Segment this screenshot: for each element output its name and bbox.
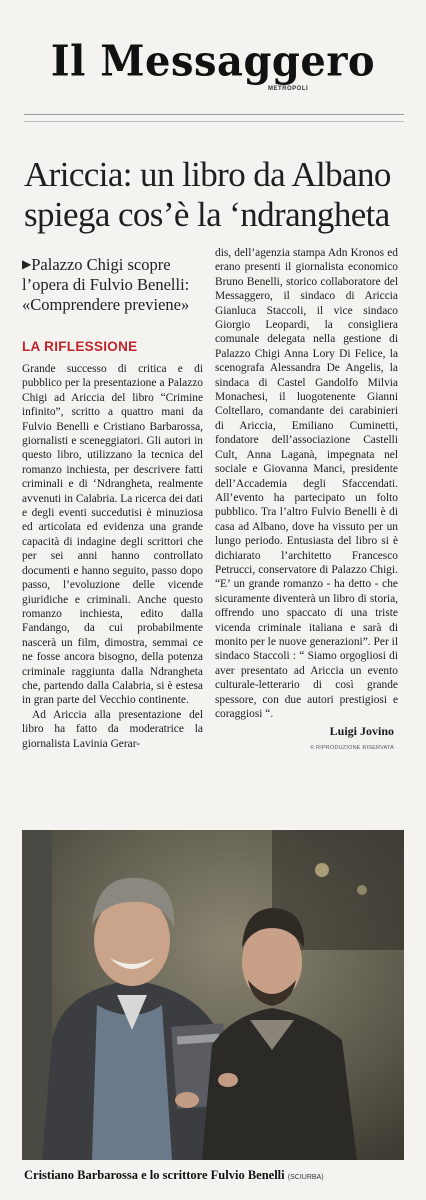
article-body-left	[22, 362, 203, 751]
deck-line-2: l’opera di Fulvio Benelli:	[22, 275, 190, 294]
deck-line-1: Palazzo Chigi scopre	[31, 255, 171, 274]
newspaper-logo: Il Messaggero	[50, 36, 376, 87]
author-byline: Luigi Jovino	[329, 724, 394, 739]
article-column-right	[215, 246, 398, 751]
paragraph: Grande successo di critica e di pubblico per la presentazione a Palazzo Chigi ad Ariccia del libro “Crimine infinito”, scritto a quattro mani da Fulvio Benelli e Cristiano Barbarossa, giornalisti e sceneggiatori. Gli autori in questo libro, utilizzano la tecnica del romanzo inchiesta, per descrivere fatti criminali e di ‘Ndrangheta, realmente avvenuti in Calabria. La ricerca dei dati e degli eventi succedutisi è minuziosa ed articolata ed evidenza una grande capacità di indagine degli scrittori che per sei anni hanno controllato documenti e hanno seguito, passo dopo passo, l’evoluzione delle vicende giuridiche e criminali. Anche questo romanzo inchiesta, edito dalla Fandango, da cui probabilmente nascerà un film, dimostra, semmai ce ne fosse ancora bisogno, della potenza criminale raggiunta dalla Ndrangheta che, partendo dalla Calabria, si è estesa in gran parte del Vecchio continente.	[22, 363, 203, 707]
article-column-left	[22, 254, 203, 751]
article-headline	[24, 155, 404, 235]
article-deck	[22, 254, 203, 315]
photo-illustration	[22, 830, 404, 1160]
edition-label: METROPOLI	[268, 86, 309, 92]
masthead	[0, 36, 426, 92]
headline-line-2: spiega cos’è la ‘ndrangheta	[24, 195, 390, 234]
article-photo	[22, 830, 404, 1160]
paragraph: dis, dell’agenzia stampa Adn Kronos ed erano presenti il giornalista economico Bruno Benelli, storico collaboratore del Messaggero, il sindaco di Ariccia Gianluca Staccoli, il vice sindaco Giorgio Leopardi, la consigliera comunale delegata nella gestione di Palazzo Chigi Anna Lory Di Felice, la scenografa Alessandra De Angelis, la sindaca di Castel Gandolfo Milvia Monachesi, il luogotenente Gianni Coltellaro, comandante dei carabinieri di Ariccia, Emiliano Cuminetti, fondatore dell’associazione Castelli Cult, Anna Laganà, impegnata nel sociale e Giovanna Manci, presidente dell’Accademia degli Sfaccendati. All’evento ha partecipato un folto pubblico. Tra l’altro Fulvio Benelli è di casa ad Albano, dove ha vissuto per un lungo periodo. Entusiasta del libro si è dichiarato l’architetto Francesco Petrucci, conservatore di Palazzo Chigi. “E’ un grande romanzo - ha detto - che sicuramente diventerà un libro di storia, offrendo uno spaccato di una triste vicenda criminale italiana e sarà di monito per le nuove generazioni”. Per il sindaco Staccoli : “ Siamo orgogliosi di aver presentato ad Ariccia un evento culturale-letterario di così grande spessore, con due autori prestigiosi e coraggiosi “.	[215, 247, 398, 720]
headline-line-1: Ariccia: un libro da Albano	[24, 155, 391, 194]
paragraph: Ad Ariccia alla presentazione del libro ha fatto da moderatrice la giornalista Lavinia Gerar-	[22, 708, 203, 750]
article-body-right	[215, 246, 398, 721]
deck-line-3: «Comprendere previene»	[22, 295, 190, 314]
section-kicker: LA RIFLESSIONE	[22, 339, 138, 354]
photo-credit: (SCIURBA)	[287, 1174, 324, 1181]
triangle-bullet-icon: ▶	[22, 257, 32, 271]
photo-caption	[24, 1168, 404, 1183]
rights-notice: © RIPRODUZIONE RISERVATA	[310, 745, 394, 752]
header-divider	[24, 114, 404, 115]
header-divider-thin	[24, 121, 404, 122]
caption-text: Cristiano Barbarossa e lo scrittore Fulvio Benelli	[24, 1168, 285, 1182]
